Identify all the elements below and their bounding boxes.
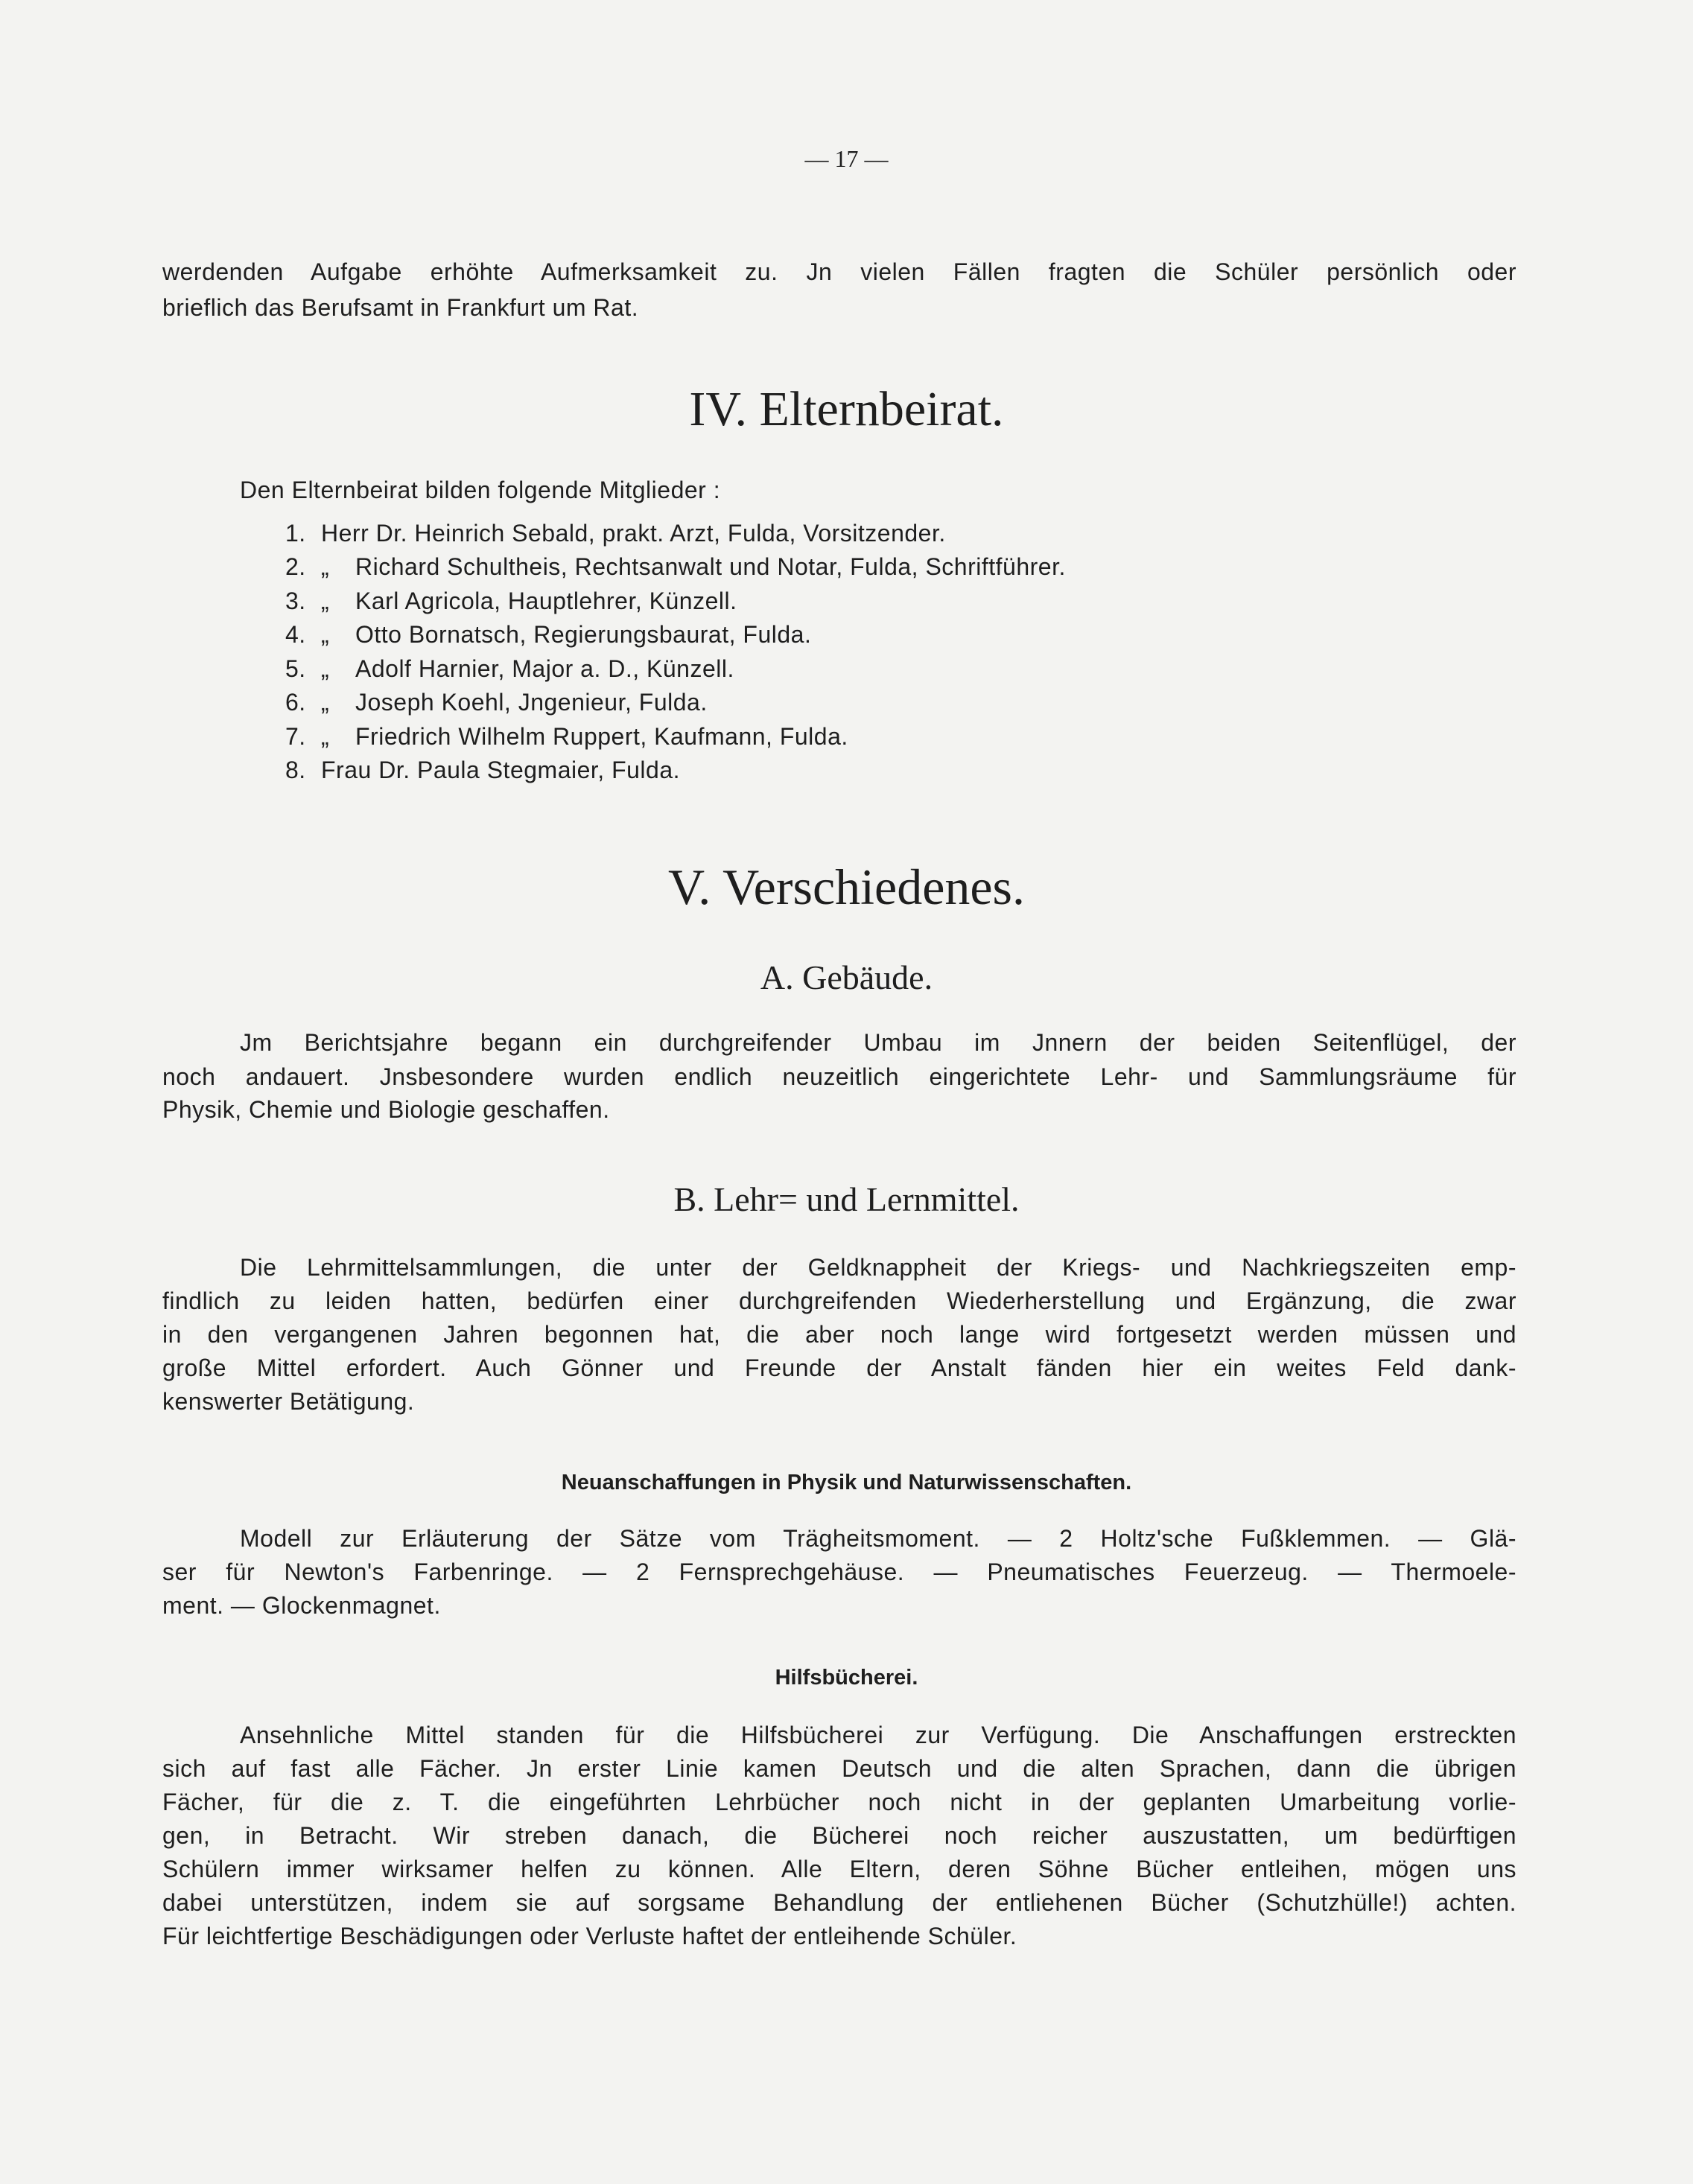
member-prefix: Frau [321, 757, 372, 783]
member-prefix: „ [321, 553, 330, 580]
subsection-b-heading: B. Lehr= und Lernmittel. [673, 1180, 1020, 1218]
paragraph-line: Für leichtfertige Beschädigungen oder Verluste haftet der entleihende Schüler. [162, 1923, 1017, 1949]
member-num: 3. [285, 588, 306, 614]
paragraph-line: ser für Newton's Farbenringe. — 2 Fernsprechgehäuse. — Pneumatisches Feuerzeug. — Thermoele- [162, 1559, 1516, 1585]
paragraph-line: große Mittel erfordert. Auch Gönner und Freunde der Anstalt fänden hier ein weites Feld dank- [162, 1354, 1516, 1381]
member-num: 4. [285, 621, 306, 648]
member-item [285, 620, 811, 649]
paragraph-line: noch andauert. Jnsbesondere wurden endlich neuzeitlich eingerichtete Lehr- und Sammlungsräume für [162, 1063, 1516, 1090]
member-text: Richard Schultheis, Rechtsanwalt und Notar, Fulda, Schriftführer. [355, 553, 1066, 580]
member-prefix: „ [321, 621, 330, 648]
member-text: Dr. Paula Stegmaier, Fulda. [378, 757, 680, 783]
section-v-heading: V. Verschiedenes. [667, 859, 1026, 915]
member-item [285, 755, 680, 785]
paragraph-line: gen, in Betracht. Wir streben danach, die Bücherei noch reicher auszustatten, um bedürftigen [162, 1822, 1516, 1849]
paragraph-line: Ansehnliche Mittel standen für die Hilfsbücherei zur Verfügung. Die Anschaffungen erstreckten [240, 1722, 1516, 1748]
paragraph-line: kenswerter Betätigung. [162, 1388, 415, 1415]
paragraph-line: Modell zur Erläuterung der Sätze vom Trägheitsmoment. — 2 Holtz'sche Fußklemmen. — Glä- [240, 1525, 1516, 1552]
hilfsbuecherei-heading: Hilfsbücherei. [775, 1666, 918, 1690]
members-lead: Den Elternbeirat bilden folgende Mitglieder : [240, 477, 721, 503]
intro-line: werdenden Aufgabe erhöhte Aufmerksamkeit zu. Jn vielen Fällen fragten die Schüler persönlich oder [162, 258, 1516, 285]
member-num: 8. [285, 757, 306, 783]
neuanschaffungen-heading: Neuanschaffungen in Physik und Naturwissenschaften. [561, 1471, 1132, 1494]
paragraph-line: Fächer, für die z. T. die eingeführten Lehrbücher noch nicht in der geplanten Umarbeitung vorlie- [162, 1789, 1516, 1815]
page-number: — 17 — [804, 145, 889, 172]
member-num: 2. [285, 553, 306, 580]
paragraph-line: Jm Berichtsjahre begann ein durchgreifender Umbau im Jnnern der beiden Seitenflügel, der [240, 1029, 1516, 1056]
member-text: Joseph Koehl, Jngenieur, Fulda. [355, 689, 708, 716]
paragraph-line: Physik, Chemie und Biologie geschaffen. [162, 1096, 610, 1123]
subsection-a-heading: A. Gebäude. [760, 958, 933, 996]
section-iv-heading: IV. Elternbeirat. [689, 382, 1004, 436]
member-item [285, 654, 734, 684]
member-num: 6. [285, 689, 306, 716]
member-item [285, 687, 708, 717]
paragraph-line: ment. — Glockenmagnet. [162, 1592, 441, 1619]
member-item [285, 722, 848, 751]
member-text: Otto Bornatsch, Regierungsbaurat, Fulda. [355, 621, 812, 648]
member-prefix: „ [321, 689, 330, 716]
member-num: 5. [285, 655, 306, 682]
paragraph-line: in den vergangenen Jahren begonnen hat, die aber noch lange wird fortgesetzt werden müssen und [162, 1321, 1516, 1348]
member-item [285, 552, 1066, 582]
member-item [285, 586, 737, 616]
paragraph-line: Schülern immer wirksamer helfen zu können. Alle Eltern, deren Söhne Bücher entleihen, mögen uns [162, 1856, 1516, 1882]
member-prefix: „ [321, 655, 330, 682]
member-num: 7. [285, 723, 306, 750]
member-text: Karl Agricola, Hauptlehrer, Künzell. [355, 588, 737, 614]
member-num: 1. [285, 520, 306, 547]
member-prefix: Herr [321, 520, 369, 547]
paragraph-line: findlich zu leiden hatten, bedürfen einer durchgreifenden Wiederherstellung und Ergänzung, die zwar [162, 1287, 1516, 1314]
member-text: Adolf Harnier, Major a. D., Künzell. [355, 655, 734, 682]
member-prefix: „ [321, 723, 330, 750]
paragraph-line: sich auf fast alle Fächer. Jn erster Linie kamen Deutsch und die alten Sprachen, dann die übrigen [162, 1755, 1516, 1782]
member-prefix: „ [321, 588, 330, 614]
paragraph-line: dabei unterstützen, indem sie auf sorgsame Behandlung der entliehenen Bücher (Schutzhülle!) achten. [162, 1889, 1516, 1916]
intro-line: brieflich das Berufsamt in Frankfurt um Rat. [162, 294, 639, 321]
paragraph-line: Die Lehrmittelsammlungen, die unter der Geldknappheit der Kriegs- und Nachkriegszeiten emp- [240, 1254, 1516, 1281]
member-text: Friedrich Wilhelm Ruppert, Kaufmann, Fulda. [355, 723, 848, 750]
member-item [285, 518, 946, 548]
member-text: Dr. Heinrich Sebald, prakt. Arzt, Fulda, Vorsitzender. [375, 520, 946, 547]
